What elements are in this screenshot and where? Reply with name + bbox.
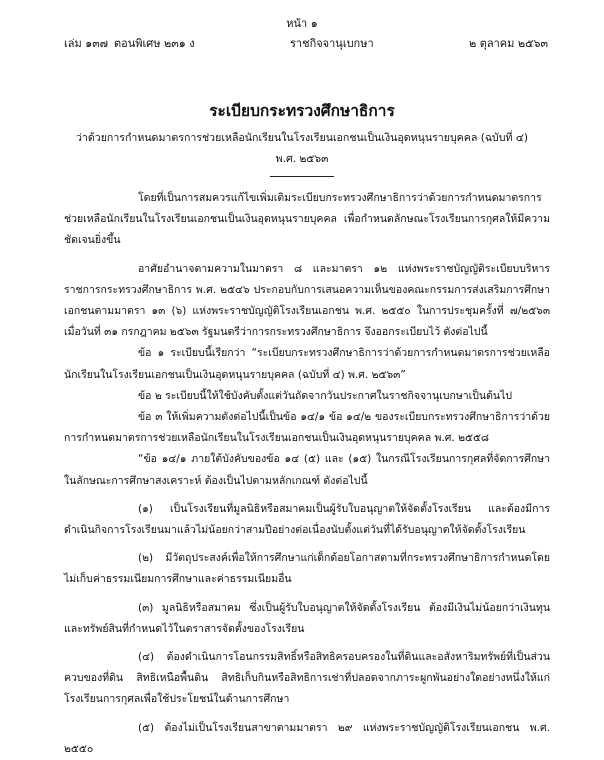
paragraph-item-4: (๔) ต้องดำเนินการโอนกรรมสิทธิ์หรือสิทธิครอบครองในที่ดินและอสังหาริมทรัพย์ที่เป็นส่วนควบของที่ดิน สิทธิเหนือพื้นดิน สิทธิเก็บกินหรือสิทธิการเช่าที่ปลอดจากภาระผูกพันอย่างใดอย่างหนึ่งให้แก่โรงเรียนการกุศลเพื่อใช้ประโยชน์ในด้านการศึกษา [64, 651, 550, 706]
paragraph-clause-2: ข้อ ๒ ระเบียบนี้ให้ใช้บังคับตั้งแต่วันถัดจากวันประกาศในราชกิจจานุเบกษาเป็นต้นไป [138, 389, 513, 402]
page-number: หน้า ๑ [286, 17, 318, 30]
paragraph-item-2: (๒) มีวัตถุประสงค์เพื่อให้การศึกษาแก่เด็กด้อยโอกาสตามที่กระทรวงศึกษาธิการกำหนดโดยไม่เก็บค่าธรรมเนียมการศึกษาและค่าธรรมเนียมอื่น [64, 552, 550, 586]
volume-label: เล่ม ๑๓๗ [64, 37, 109, 50]
document-body [64, 188, 550, 760]
document-year: พ.ศ. ๒๕๖๓ [275, 153, 329, 165]
paragraph-clause-3: ข้อ ๓ ให้เพิ่มความดังต่อไปนี้เป็นข้อ ๑๔/๑ ข้อ ๑๔/๒ ของระเบียบกระทรวงศึกษาธิการว่าด้วยการกำหนดมาตรการช่วยเหลือนักเรียนในโรงเรียนเอกชนเป็นเงินอุดหนุนรายบุคคล พ.ศ. ๒๕๕๘ [64, 411, 550, 445]
paragraph-item-5: (๕) ต้องไม่เป็นโรงเรียนสาขาตามมาตรา ๒๙ แห่งพระราชบัญญัติโรงเรียนเอกชน พ.ศ. ๒๕๕๐ [64, 721, 550, 755]
paragraph-preamble: โดยที่เป็นการสมควรแก้ไขเพิ่มเติมระเบียบกระทรวงศึกษาธิการว่าด้วยการกำหนดมาตรการช่วยเหลือนักเรียนในโรงเรียนเอกชนเป็นเงินอุดหนุนรายบุคคล เพื่อกำหนดลักษณะโรงเรียนการกุศลให้มีความชัดเจนยิ่งขึ้น [64, 192, 550, 247]
document-title: ระเบียบกระทรวงศึกษาธิการ [209, 102, 395, 120]
paragraph-clause-1: ข้อ ๑ ระเบียบนี้เรียกว่า “ระเบียบกระทรวงศึกษาธิการว่าด้วยการกำหนดมาตรการช่วยเหลือนักเรียนในโรงเรียนเอกชนเป็นเงินอุดหนุนรายบุคคล (ฉบับที่ ๔) พ.ศ. ๒๕๖๓” [64, 347, 550, 381]
paragraph-item-3: (๓) มูลนิธิหรือสมาคม ซึ่งเป็นผู้รับใบอนุญาตให้จัดตั้งโรงเรียน ต้องมีเงินไม่น้อยกว่าเงินทุนและทรัพย์สินที่กำหนดไว้ในตราสารจัดตั้งของโรงเรียน [64, 601, 550, 635]
section-label: ตอนพิเศษ ๒๓๑ ง [114, 37, 195, 50]
title-divider [270, 176, 334, 177]
paragraph-item-1: (๑) เป็นโรงเรียนที่มูลนิธิหรือสมาคมเป็นผู้รับใบอนุญาตให้จัดตั้งโรงเรียน และต้องมีการดำเนินกิจการโรงเรียนมาแล้วไม่น้อยกว่าสามปีอย่างต่อเนื่องนับตั้งแต่วันที่ได้รับอนุญาตให้จัดตั้งโรงเรียน [64, 502, 550, 537]
gazette-name: ราชกิจจานุเบกษา [290, 37, 374, 50]
paragraph-clause-14-1: “ข้อ ๑๔/๑ ภายใต้บังคับของข้อ ๑๔ (๕) และ (๑๕) ในกรณีโรงเรียนการกุศลที่จัดการศึกษาในลักษณะการศึกษาสงเคราะห์ ต้องเป็นไปตามหลักเกณฑ์ ดังต่อไปนี้ [64, 453, 550, 487]
publication-date: ๒ ตุลาคม ๒๕๖๓ [469, 37, 548, 50]
header-left [64, 34, 195, 52]
document-subtitle: ว่าด้วยการกำหนดมาตรการช่วยเหลือนักเรียนในโรงเรียนเอกชนเป็นเงินอุดหนุนรายบุคคล (ฉบับที่ ๔) [75, 132, 529, 144]
gazette-header [64, 34, 548, 52]
paragraph-authority: อาศัยอำนาจตามความในมาตรา ๘ และมาตรา ๑๒ แห่งพระราชบัญญัติระเบียบบริหารราชการกระทรวงศึกษาธิการ พ.ศ. ๒๕๔๖ ประกอบกับการเสนอความเห็นของคณะกรรมการส่งเสริมการศึกษาเอกชนตามมาตรา ๑๓ (๖) แห่งพระราชบัญญัติโรงเรียนเอกชน พ.ศ. ๒๕๕๐ ในการประชุมครั้งที่ ๗/๒๕๖๓ เมื่อวันที่ ๓๑ กรกฎาคม ๒๕๖๓ รัฐมนตรีว่าการกระทรวงศึกษาธิการ จึงออกระเบียบไว้ ดังต่อไปนี้ [64, 262, 550, 339]
